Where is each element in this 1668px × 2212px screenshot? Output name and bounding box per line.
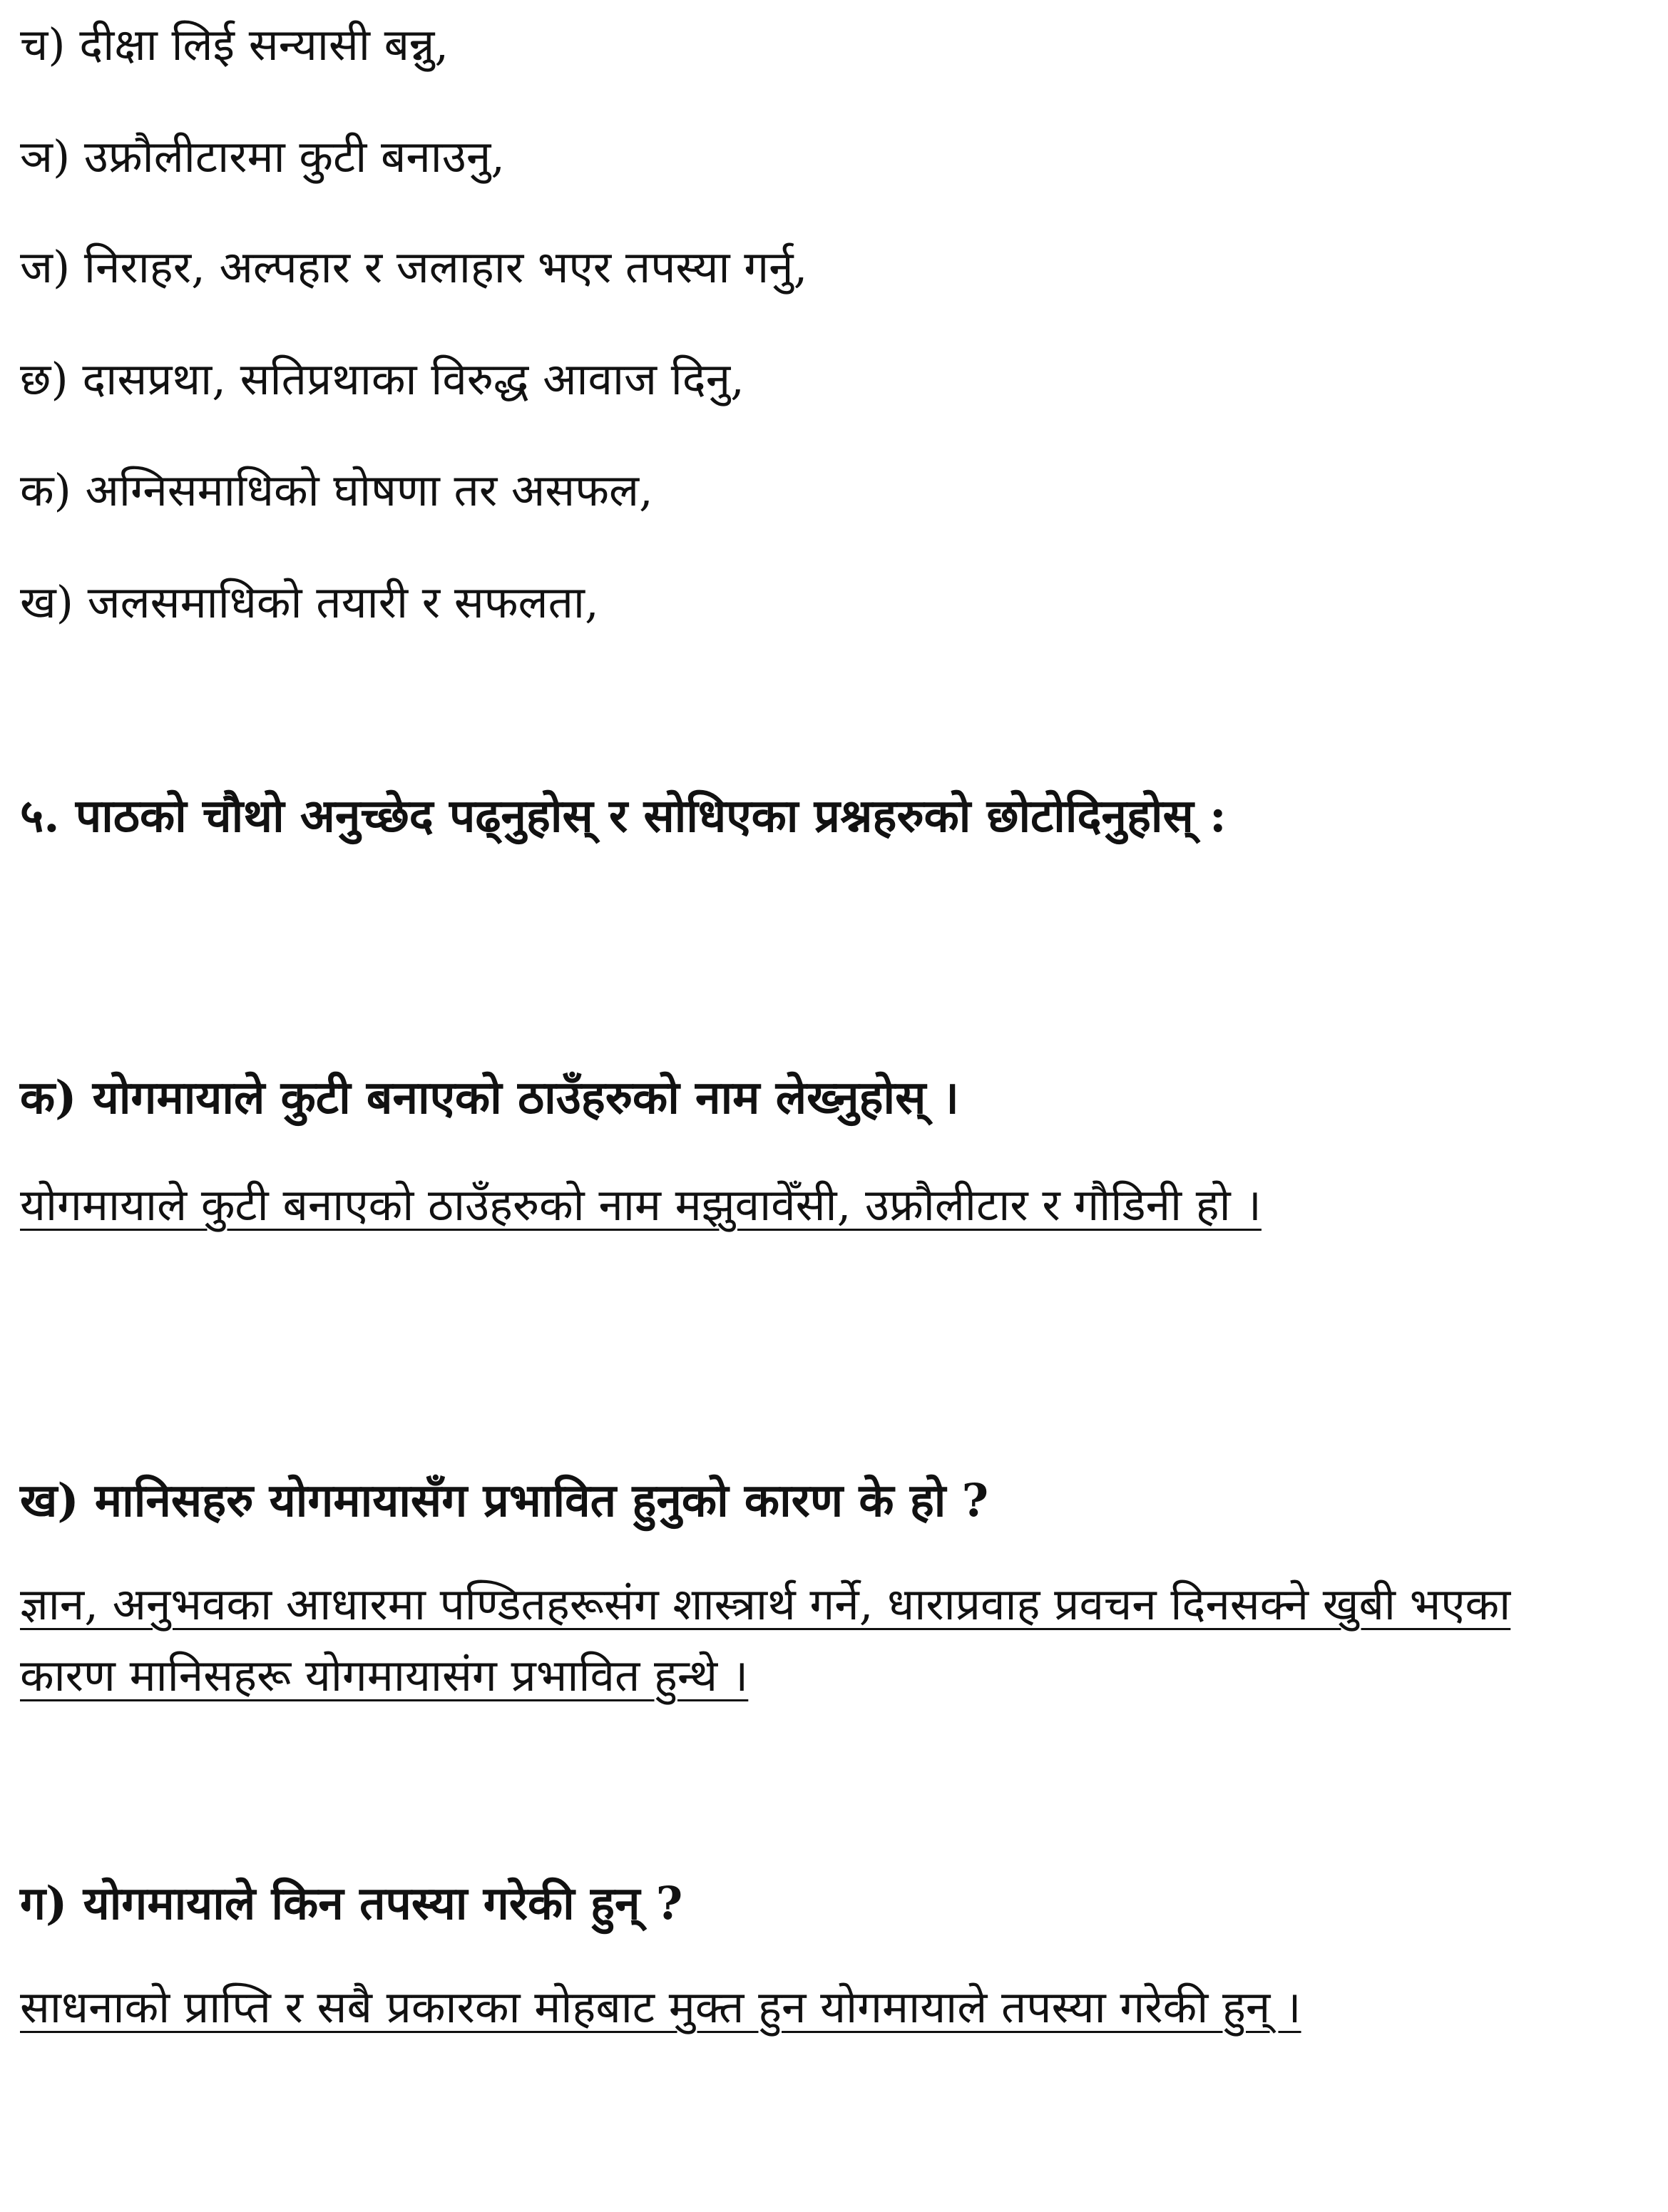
list-item: ख) जलसमाधिको तयारी र सफलता, [20,576,599,628]
list-item: ञ) उफ्रौलीटारमा कुटी बनाउनु, [20,130,505,183]
question-heading: क) योगमायाले कुटी बनाएको ठाउँहरुको नाम लेख्नुहोस् । [20,1071,959,1125]
list-item: क) अग्निसमाधिको घोषणा तर असफल, [20,464,653,516]
list-item: च) दीक्षा लिई सन्यासी बन्नु, [20,19,449,71]
question-heading: ख) मानिसहरु योगमायासँग प्रभावित हुनुको कारण के हो ? [20,1474,989,1527]
list-item: छ) दासप्रथा, सतिप्रथाका विरुद्ध आवाज दिनु, [20,353,745,405]
answer-text: साधनाको प्राप्ति र सबै प्रकारका मोहबाट मुक्त हुन योगमायाले तपस्या गरेकी हुन् । [20,1981,1301,2033]
section-heading: ५. पाठको चौथो अनुच्छेद पढ्नुहोस् र सोधिएका प्रश्नहरुको छोटोदिनुहोस् : [20,789,1227,843]
answer-text: ज्ञान, अनुभवका आधारमा पण्डितहरूसंग शास्त्रार्थ गर्ने, धाराप्रवाह प्रवचन दिनसक्ने खुबी भएका कारण मानिसहरू योगमायासंग प्रभावित हुन्थे । [20,1578,1511,1701]
answer-text: योगमायाले कुटी बनाएको ठाउँहरुको नाम मझुवावेँसी, उफ्रौलीटार र गौडिनी हो । [20,1179,1262,1231]
question-heading: ग) योगमायाले किन तपस्या गरेकी हुन् ? [20,1877,683,1930]
list-item: ज) निराहर, अल्पहार र जलाहार भएर तपस्या गर्नु, [20,241,808,293]
